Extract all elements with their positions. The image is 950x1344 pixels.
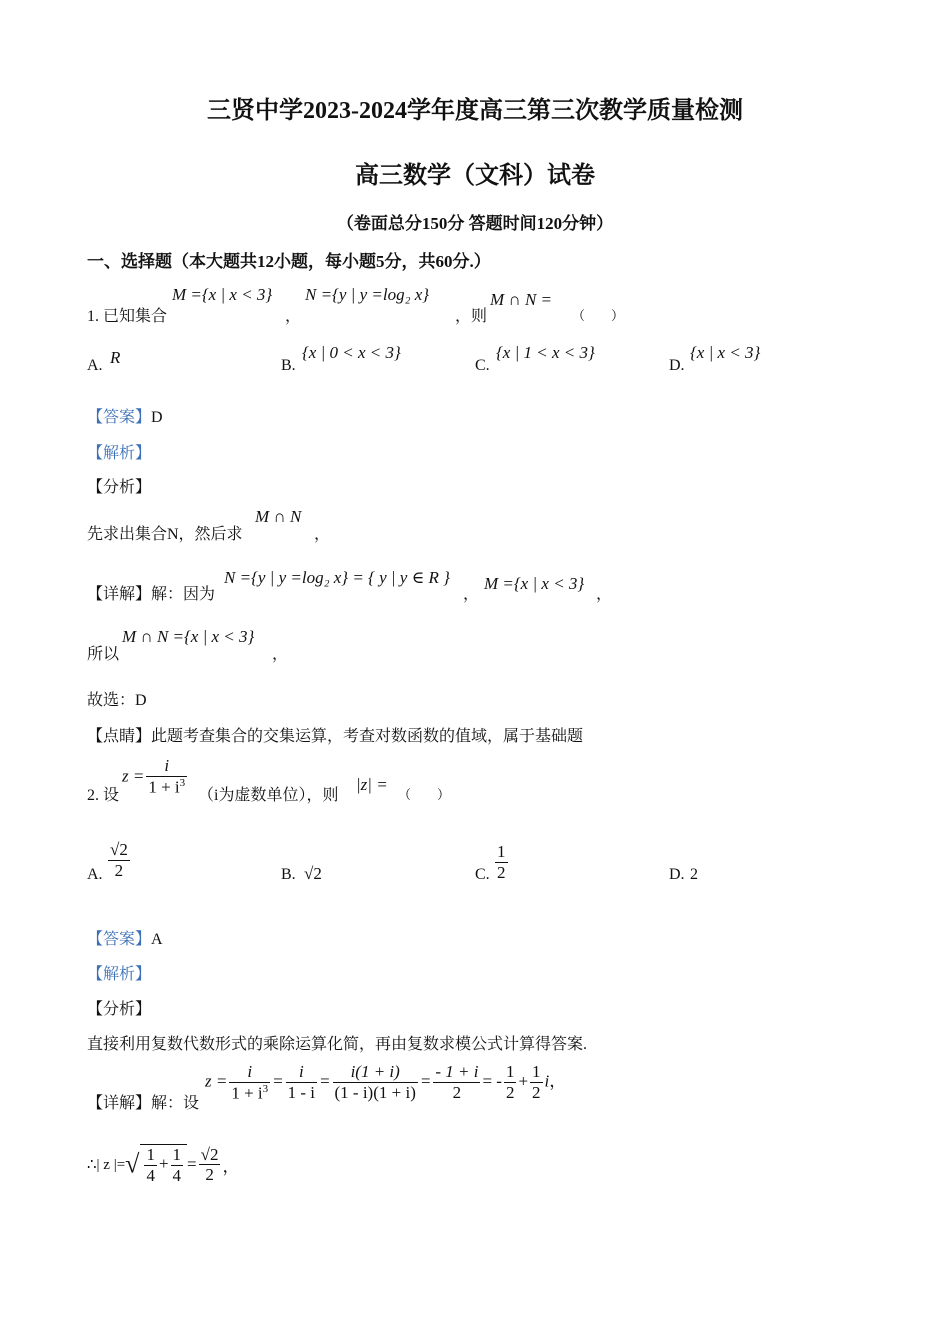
radicand-a-num: 1 bbox=[146, 1145, 155, 1164]
q1-answer bbox=[87, 404, 163, 427]
q2-analysis-text: 直接利用复数代数形式的乘除运算化简，再由复数求模公式计算得答案. bbox=[87, 1036, 588, 1053]
q2-option-a-label: A. bbox=[87, 866, 103, 883]
q2-option-c-label: C. bbox=[475, 866, 490, 883]
frac-4 bbox=[433, 1062, 480, 1102]
frac-6-den: 2 bbox=[532, 1082, 541, 1102]
frac-2 bbox=[286, 1062, 317, 1102]
q1-choose: 故选：D bbox=[87, 692, 147, 709]
q2-frac-num: i bbox=[146, 756, 187, 777]
frac-5-den: 2 bbox=[505, 1082, 515, 1102]
q1-set-n: N ={y | y =log₂ x} bbox=[305, 285, 430, 304]
q1-comma: ， bbox=[285, 308, 302, 325]
q2-note: （i为虚数单位），则 bbox=[198, 787, 339, 804]
exam-subtitle: 高三数学（文科）试卷 bbox=[355, 163, 595, 189]
q2-modulus bbox=[87, 1144, 239, 1185]
modulus-lead: ∴| z |= bbox=[87, 1157, 126, 1174]
q2-answer-paren: （ ） bbox=[398, 787, 451, 802]
q2-answer bbox=[87, 926, 163, 949]
eq-2: = bbox=[319, 1071, 331, 1091]
modulus-eq: = bbox=[187, 1154, 197, 1174]
q2-frac-den-sup: 3 bbox=[179, 776, 186, 789]
q2-fenxi-tag: 【分析】 bbox=[87, 1001, 152, 1018]
exam-title: 三贤中学2023-2024学年度高三第三次教学质量检测 bbox=[207, 98, 743, 124]
q2-frac-den-base: 1 + i bbox=[148, 777, 180, 797]
frac-5-num: 1 bbox=[505, 1062, 515, 1082]
frac-3-den: (1 - i)(1 + i) bbox=[334, 1082, 416, 1102]
frac-5 bbox=[504, 1062, 517, 1102]
plus: + bbox=[518, 1071, 529, 1091]
answer-tag: 【答案】 bbox=[87, 931, 152, 948]
frac-3-num: i(1 + i) bbox=[333, 1062, 418, 1083]
q2-detail-tag: 【详解】解：设 bbox=[87, 1095, 200, 1112]
frac-1 bbox=[229, 1062, 270, 1103]
modulus-end: ， bbox=[222, 1157, 240, 1177]
q2-option-b-label: B. bbox=[281, 866, 296, 883]
frac-1-den-sup: 3 bbox=[262, 1082, 269, 1095]
section-heading: 一、选择题（本大题共12小题，每小题5分，共60分.） bbox=[87, 252, 491, 271]
exam-note: （卷面总分150分 答题时间120分钟） bbox=[336, 214, 614, 233]
q1-detail-tag: 【详解】解：因为 bbox=[87, 586, 216, 603]
frac-2-num: i bbox=[286, 1062, 317, 1083]
q1-answer-paren: （ ） bbox=[572, 308, 625, 323]
q1-option-d-value: {x | x < 3} bbox=[690, 343, 761, 362]
z-eq: z = bbox=[205, 1071, 228, 1091]
neg: = - bbox=[482, 1071, 502, 1091]
frac-6-num: 1 bbox=[532, 1062, 541, 1082]
frac-1-den-base: 1 + i bbox=[231, 1083, 263, 1103]
q1-detail-end: ， bbox=[596, 586, 613, 603]
frac-4-den: 2 bbox=[452, 1082, 462, 1102]
q2-number: 2. 设 bbox=[87, 787, 120, 804]
q1-expr: M ∩ N = bbox=[490, 290, 552, 309]
q1-then: ，则 bbox=[455, 308, 488, 325]
radicand bbox=[140, 1144, 187, 1185]
q1-option-c-value: {x | 1 < x < 3} bbox=[496, 343, 595, 362]
q2-option-a-value bbox=[106, 840, 132, 880]
q1-option-a-label: A. bbox=[87, 357, 103, 374]
q1-option-c-label: C. bbox=[475, 357, 490, 374]
q2-option-c-den: 2 bbox=[497, 862, 506, 882]
q1-so-expr: M ∩ N ={x | x < 3} bbox=[122, 627, 255, 646]
q1-option-b-label: B. bbox=[281, 357, 296, 374]
answer-tag: 【答案】 bbox=[87, 409, 152, 426]
q2-z-eq: z = bbox=[122, 766, 145, 786]
answer-value: D bbox=[151, 409, 163, 426]
answer-value: A bbox=[151, 931, 163, 948]
radicand-b-num: 1 bbox=[172, 1145, 182, 1164]
radicand-a-den: 4 bbox=[146, 1165, 155, 1185]
q1-option-b-value: {x | 0 < x < 3} bbox=[302, 343, 401, 362]
q1-number: 1. 已知集合 bbox=[87, 308, 168, 325]
frac-4-num: - 1 + i bbox=[435, 1062, 479, 1082]
comma: ， bbox=[549, 1071, 567, 1091]
q2-option-b-value: √2 bbox=[304, 864, 322, 883]
q1-detail-expr1: N ={y | y =log₂ x} = { y | y ∈ R } bbox=[224, 568, 450, 587]
frac-1-den bbox=[229, 1083, 270, 1103]
q1-fenxi-tag: 【分析】 bbox=[87, 479, 152, 496]
frac-1-num: i bbox=[229, 1062, 270, 1083]
q1-analysis-expr: M ∩ N bbox=[255, 507, 302, 526]
q1-set-m: M ={x | x < 3} bbox=[172, 285, 273, 304]
q2-abs-expr: |z| = bbox=[356, 775, 388, 794]
q1-detail-expr2: M ={x | x < 3} bbox=[484, 574, 585, 593]
q1-detail-sep: ， bbox=[463, 586, 480, 603]
q2-formula bbox=[122, 756, 189, 797]
q1-comment: 【点睛】此题考查集合的交集运算，考查对数函数的值域，属于基础题 bbox=[87, 728, 584, 745]
modulus-result-den: 2 bbox=[205, 1165, 214, 1185]
q2-detail-formula bbox=[205, 1062, 566, 1103]
q1-so-end: ， bbox=[272, 646, 289, 663]
q1-option-a-value: R bbox=[110, 348, 121, 367]
eq-1: = bbox=[272, 1071, 284, 1091]
q2-option-a-den: 2 bbox=[114, 860, 124, 880]
q2-fraction bbox=[146, 756, 187, 797]
q2-option-c-value bbox=[493, 842, 510, 882]
q1-jiexi-tag: 【解析】 bbox=[87, 445, 152, 462]
q2-option-c-num: 1 bbox=[497, 842, 506, 861]
modulus-result-num: √2 bbox=[200, 1144, 219, 1164]
frac-6 bbox=[530, 1062, 543, 1102]
q1-option-d-label: D. bbox=[669, 357, 685, 374]
frac-2-den: 1 - i bbox=[287, 1082, 316, 1102]
q2-frac-den bbox=[146, 777, 187, 797]
q1-analysis-end: ， bbox=[314, 526, 331, 543]
q1-so-tag: 所以 bbox=[87, 646, 120, 663]
q2-option-d-value: 2 bbox=[690, 866, 698, 883]
q1-analysis-text: 先求出集合N，然后求 bbox=[87, 526, 243, 543]
radicand-plus: + bbox=[158, 1153, 169, 1173]
modulus-result bbox=[199, 1145, 221, 1185]
q2-option-a-num: √2 bbox=[110, 840, 128, 859]
radical-sign: √ bbox=[125, 1149, 140, 1179]
frac-3 bbox=[333, 1062, 418, 1102]
eq-3: = bbox=[419, 1071, 432, 1091]
q2-option-d-label: D. bbox=[669, 866, 685, 883]
imag-i: i bbox=[544, 1071, 550, 1091]
radicand-b-den: 4 bbox=[172, 1165, 182, 1185]
q2-jiexi-tag: 【解析】 bbox=[87, 966, 152, 983]
